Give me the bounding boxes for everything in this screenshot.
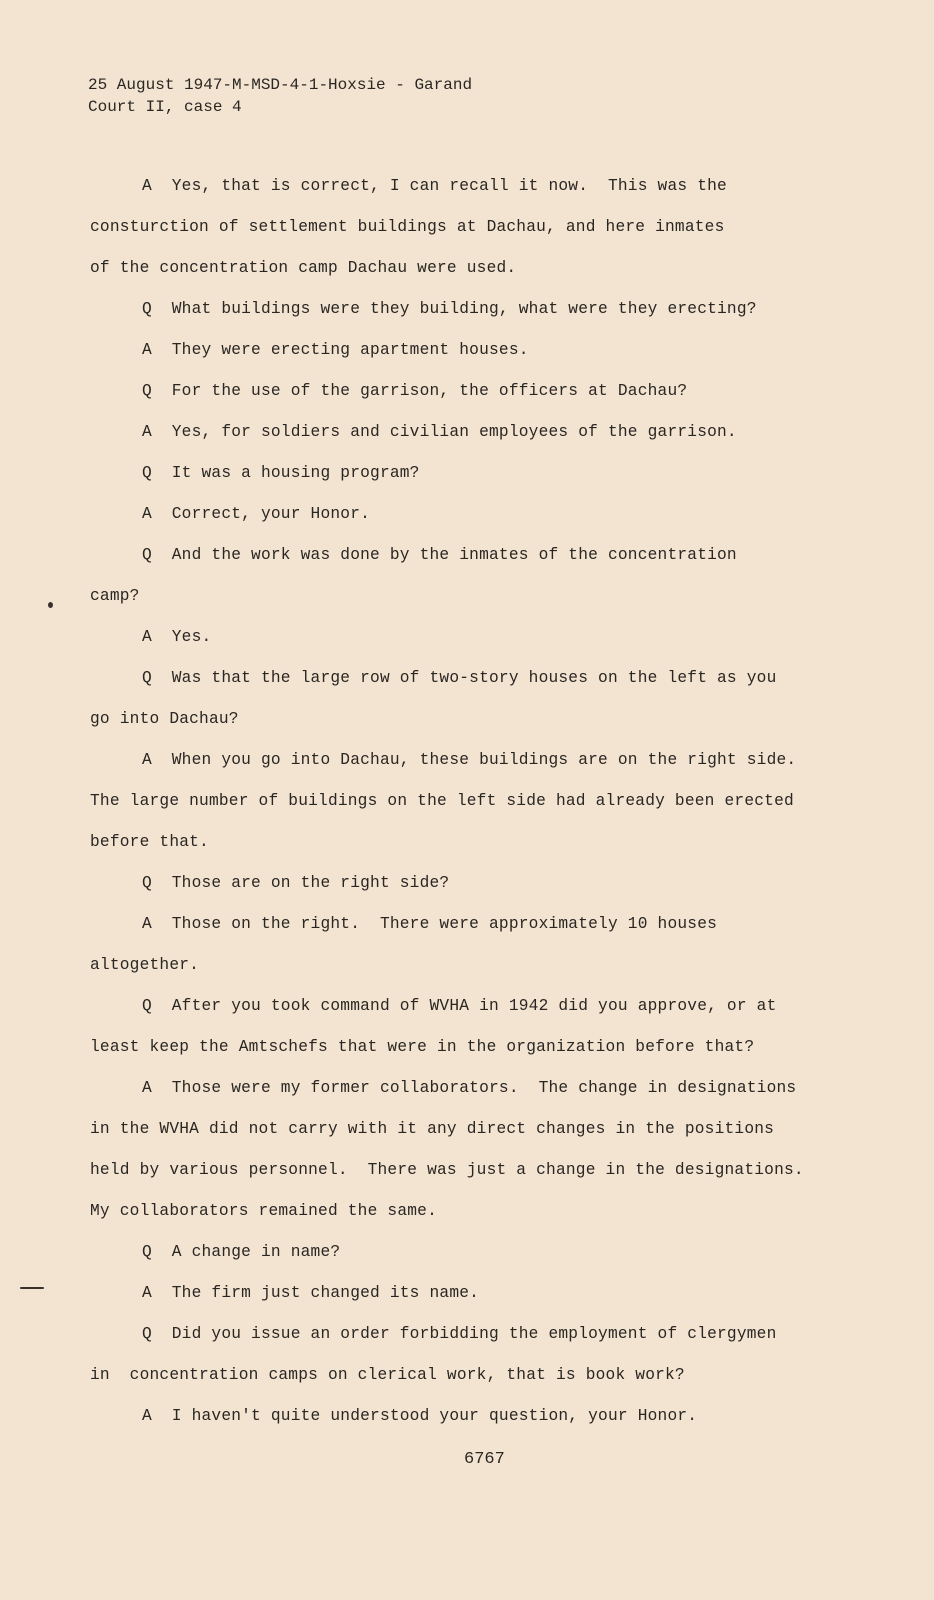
transcript-line: A Yes. xyxy=(142,628,212,646)
transcript-line: before that. xyxy=(90,833,209,851)
page-number: 6767 xyxy=(464,1450,505,1469)
transcript-line: A The firm just changed its name. xyxy=(142,1284,480,1302)
transcript-line: A Yes, that is correct, I can recall it now. This was the xyxy=(142,177,727,195)
transcript-line: least keep the Amtschefs that were in the organization before that? xyxy=(90,1038,755,1056)
paper-speck xyxy=(20,1287,44,1289)
transcript-line: Q Did you issue an order forbidding the employment of clergymen xyxy=(142,1325,777,1343)
transcript-body xyxy=(90,166,830,1437)
transcript-line: Q It was a housing program? xyxy=(142,464,420,482)
transcript-line: Q What buildings were they building, what were they erecting? xyxy=(142,300,757,318)
transcript-line: A They were erecting apartment houses. xyxy=(142,341,529,359)
paper-speck xyxy=(48,602,53,608)
transcript-line: consturction of settlement buildings at Dachau, and here inmates xyxy=(90,218,725,236)
transcript-line: Q And the work was done by the inmates of the concentration xyxy=(142,546,737,564)
transcript-line: altogether. xyxy=(90,956,200,974)
transcript-line: The large number of buildings on the left side had already been erected xyxy=(90,792,794,810)
document-header xyxy=(88,74,472,118)
transcript-line: Q A change in name? xyxy=(142,1243,341,1261)
transcript-line: in the WVHA did not carry with it any direct changes in the positions xyxy=(90,1120,775,1138)
transcript-line: A Yes, for soldiers and civilian employees of the garrison. xyxy=(142,423,737,441)
transcript-line: A Those were my former collaborators. The change in designations xyxy=(142,1079,797,1097)
transcript-line: My collaborators remained the same. xyxy=(90,1202,437,1220)
transcript-line: of the concentration camp Dachau were used. xyxy=(90,259,517,277)
transcript-line: in concentration camps on clerical work, that is book work? xyxy=(90,1366,685,1384)
transcript-line: Q After you took command of WVHA in 1942 did you approve, or at xyxy=(142,997,777,1015)
transcript-line: Q For the use of the garrison, the officers at Dachau? xyxy=(142,382,688,400)
transcript-line: Q Was that the large row of two-story houses on the left as you xyxy=(142,669,777,687)
transcript-line: A Those on the right. There were approximately 10 houses xyxy=(142,915,718,933)
transcript-line: A I haven't quite understood your question, your Honor. xyxy=(142,1407,698,1425)
transcript-line: held by various personnel. There was just a change in the designations. xyxy=(90,1161,804,1179)
header-line-court: Court II, case 4 xyxy=(88,98,242,116)
transcript-line: go into Dachau? xyxy=(90,710,239,728)
transcript-line: A When you go into Dachau, these buildings are on the right side. xyxy=(142,751,797,769)
header-line-date-case: 25 August 1947-M-MSD-4-1-Hoxsie - Garand xyxy=(88,76,473,94)
transcript-line: Q Those are on the right side? xyxy=(142,874,450,892)
transcript-line: A Correct, your Honor. xyxy=(142,505,371,523)
transcript-line: camp? xyxy=(90,587,140,605)
